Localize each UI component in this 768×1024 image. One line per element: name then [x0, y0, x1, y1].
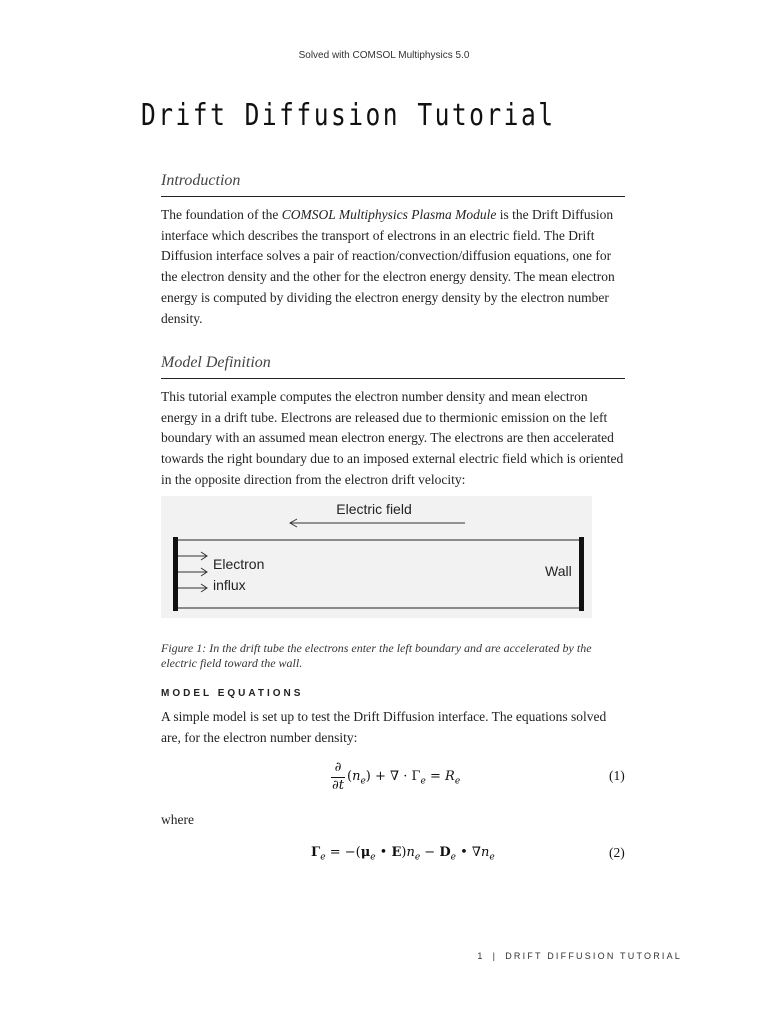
- where-text: where: [161, 812, 194, 827]
- electric-field-label: Electric field: [336, 501, 412, 517]
- introduction-text-start: The foundation of the: [161, 207, 282, 222]
- introduction-text-end: is the Drift Diffusion interface which describes the transport of electrons in an electric field. The Drift Diffusion interface solves a pair of reaction/convection/diffusion equations, one for the electron density and the other for the electron energy density. The mean electron energy is computed by dividing the electron energy density by the electron number density.: [161, 207, 615, 326]
- page-number: 1: [477, 951, 485, 961]
- header-note: Solved with COMSOL Multiphysics 5.0: [298, 50, 470, 61]
- equation-1-number: (1): [609, 768, 625, 783]
- right-wall: [579, 537, 584, 611]
- section-heading-introduction: Introduction: [161, 172, 625, 197]
- influx-label: influx: [213, 577, 246, 593]
- equation-2-number: (2): [609, 845, 625, 860]
- equation-2: $\Gamma_e = -(\mu_e$ • $E)n_e - D_e$ • $\nabla n_e$: [311, 845, 495, 863]
- model-equations-intro: A simple model is set up to test the Drift Diffusion interface. The equations solved are, for the electron number density:: [161, 709, 607, 745]
- figure-caption: Figure 1: In the drift tube the electrons enter the left boundary and are accelerated by the electric field toward the wall.: [161, 641, 592, 670]
- plasma-module-name: COMSOL Multiphysics Plasma Module: [281, 207, 497, 222]
- model-definition-paragraph: This tutorial example computes the electron number density and mean electron energy in a drift tube. Electrons are released due to thermionic emission on the left boundary with an assumed mean electron energy. The electrons are then accelerated towards the right boundary due to an imposed external electric field which is oriented in the opposite direction from the electron drift velocity:: [161, 389, 624, 487]
- drift-tube-figure: [161, 496, 592, 618]
- wall-label: Wall: [545, 563, 572, 579]
- electron-label: Electron: [213, 556, 265, 572]
- influx-arrows: [178, 552, 207, 592]
- footer-separator: |: [492, 951, 498, 961]
- section-heading-model-equations: MODEL EQUATIONS: [161, 688, 304, 699]
- page-footer: [477, 951, 682, 961]
- footer-title: DRIFT DIFFUSION TUTORIAL: [505, 951, 682, 961]
- introduction-paragraph: [161, 205, 625, 329]
- document-title: Drift Diffusion Tutorial: [141, 98, 556, 133]
- left-boundary: [173, 537, 178, 611]
- equation-1: ∂ ∂t $(n_e)$ + ∇ · $\Gamma_e = R_e$: [332, 760, 461, 793]
- section-heading-model-definition: Model Definition: [161, 354, 625, 379]
- drift-tube-diagram: [161, 496, 592, 618]
